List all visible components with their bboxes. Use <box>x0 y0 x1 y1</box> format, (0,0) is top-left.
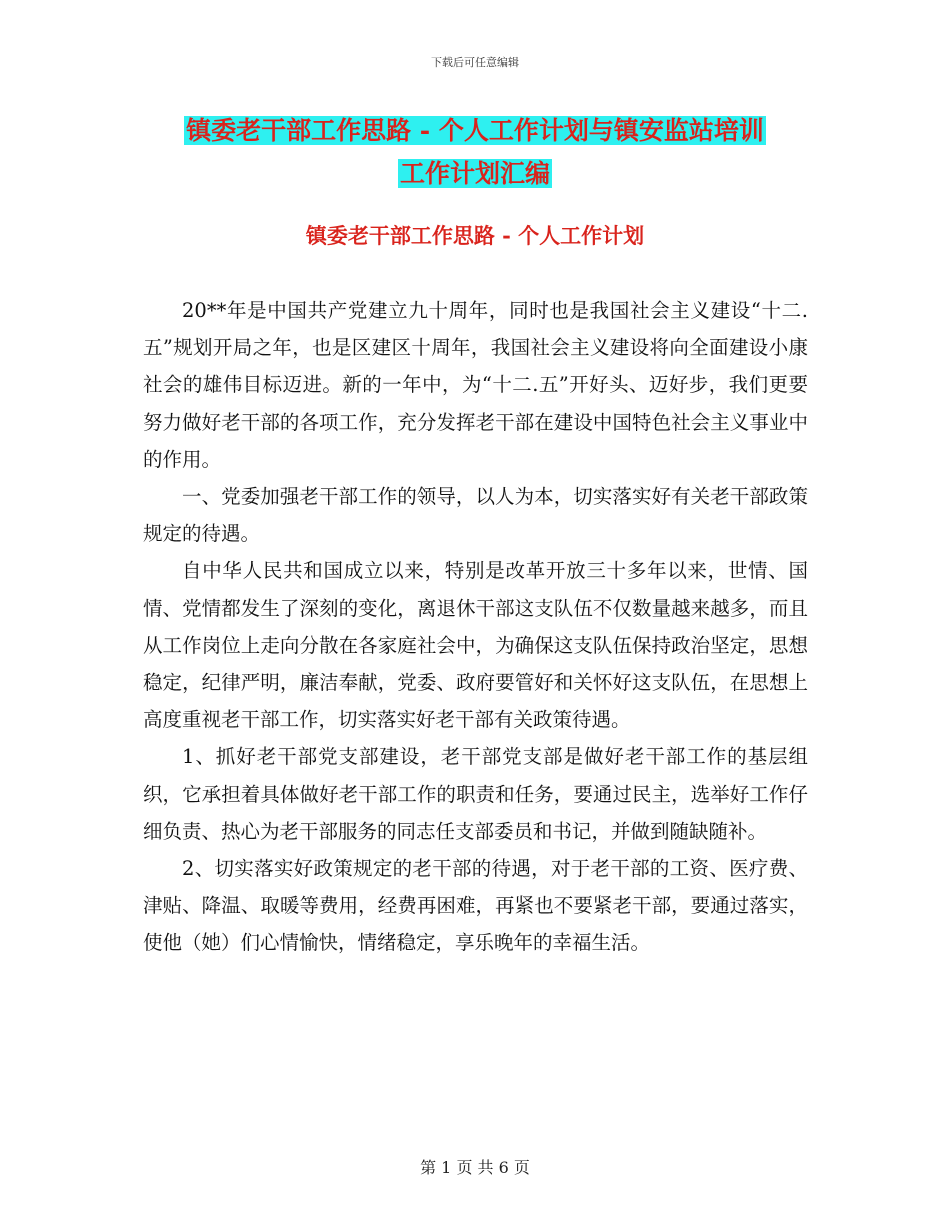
section-title: 镇委老干部工作思路 - 个人工作计划 <box>305 223 645 248</box>
paragraph: 自中华人民共和国成立以来，特别是改革开放三十多年以来，世情、国情、党情都发生了深刻的变化，离退休干部这支队伍不仅数量越来越多，而且从工作岗位上走向分散在各家庭社会中，为确保这支队伍保持政治坚定，思想稳定，纪律严明，廉洁奉献，党委、政府要管好和关怀好这支队伍，在思想上高度重视老干部工作，切实落实好老干部有关政策待遇。 <box>143 559 808 732</box>
paragraph: 20**年是中国共产党建立九十周年，同时也是我国社会主义建设“十二.五”规划开局之年，也是区建区十周年，我国社会主义建设将向全面建设小康社会的雄伟目标迈进。新的一年中，为“十二.五”开好头、迈好步，我们更要努力做好老干部的各项工作，充分发挥老干部在建设中国特色社会主义事业中的作用。 <box>143 299 808 471</box>
header-note: 下载后可任意编辑 <box>431 56 519 69</box>
paragraph: 一、党委加强老干部工作的领导，以人为本，切实落实好有关老干部政策规定的待遇。 <box>143 485 808 546</box>
paragraph: 1、抓好老干部党支部建设，老干部党支部是做好老干部工作的基层组织，它承担着具体做好老干部工作的职责和任务，要通过民主，选举好工作仔细负责、热心为老干部服务的同志任支部委员和书记，并做到随缺随补。 <box>143 745 808 843</box>
title-highlight-1: 镇委老干部工作思路 - 个人工作计划与镇安监站培训 <box>186 116 764 145</box>
document-title-line-1 <box>0 113 950 149</box>
paragraph: 2、切实落实好政策规定的老干部的待遇，对于老干部的工资、医疗费、津贴、降温、取暖等费用，经费再困难，再紧也不要紧老干部，要通过落实，使他（她）们心情愉快，情绪稳定，享乐晚年的幸福生活。 <box>143 857 808 955</box>
title-highlight-2: 工作计划汇编 <box>399 159 550 188</box>
page-number: 第 1 页 共 6 页 <box>420 1158 530 1177</box>
document-body <box>143 292 808 962</box>
document-title-line-2 <box>0 156 950 192</box>
